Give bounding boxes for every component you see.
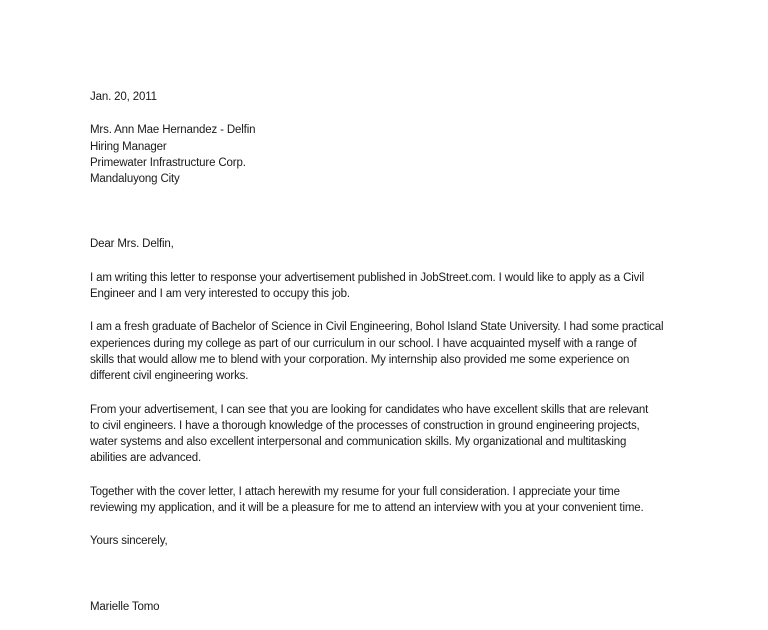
cover-letter: [90, 89, 690, 615]
paragraph-line: to civil engineers. I have a thorough knowledge of the processes of construction in ground engineering projects,: [90, 419, 640, 432]
paragraph-closing: [90, 484, 690, 517]
paragraph-line: different civil engineering works.: [90, 370, 249, 383]
paragraph-line: experiences during my college as part of our curriculum in our school. I have acquainted myself with a range of: [90, 337, 637, 350]
paragraph-line: I am writing this letter to response your advertisement published in JobStreet.com. I would like to apply as a Civil: [90, 271, 645, 284]
paragraph-line: reviewing my application, and it will be a pleasure for me to attend an interview with you at your convenient time.: [90, 502, 644, 515]
salutation: Dear Mrs. Delfin,: [90, 238, 174, 251]
letter-date: Jan. 20, 2011: [90, 91, 157, 103]
paragraph-line: water systems and also excellent interpersonal and communication skills. My organizational and multitasking: [90, 436, 627, 449]
paragraph-intro: [90, 270, 690, 303]
paragraph-background: [90, 319, 690, 384]
paragraph-skills: [90, 402, 690, 467]
recipient-block: [90, 122, 690, 187]
recipient-city: Mandaluyong City: [90, 173, 180, 186]
paragraph-line: I am a fresh graduate of Bachelor of Science in Civil Engineering, Bohol Island State University. I had some practical: [90, 321, 664, 334]
paragraph-line: skills that would allow me to blend with your corporation. My internship also provided me some experience on: [90, 353, 630, 366]
paragraph-line: Engineer and I am very interested to occupy this job.: [90, 288, 350, 301]
recipient-name: Mrs. Ann Mae Hernandez - Delfin: [90, 124, 256, 137]
signature-name: Marielle Tomo: [90, 600, 160, 613]
recipient-company: Primewater Infrastructure Corp.: [90, 156, 246, 169]
paragraph-line: abilities are advanced.: [90, 452, 201, 465]
paragraph-line: Together with the cover letter, I attach herewith my resume for your full consideration. I appreciate your time: [90, 485, 620, 498]
recipient-title: Hiring Manager: [90, 140, 167, 153]
complimentary-close: Yours sincerely,: [90, 535, 168, 548]
paragraph-line: From your advertisement, I can see that you are looking for candidates who have excellent skills that are relevant: [90, 403, 649, 416]
